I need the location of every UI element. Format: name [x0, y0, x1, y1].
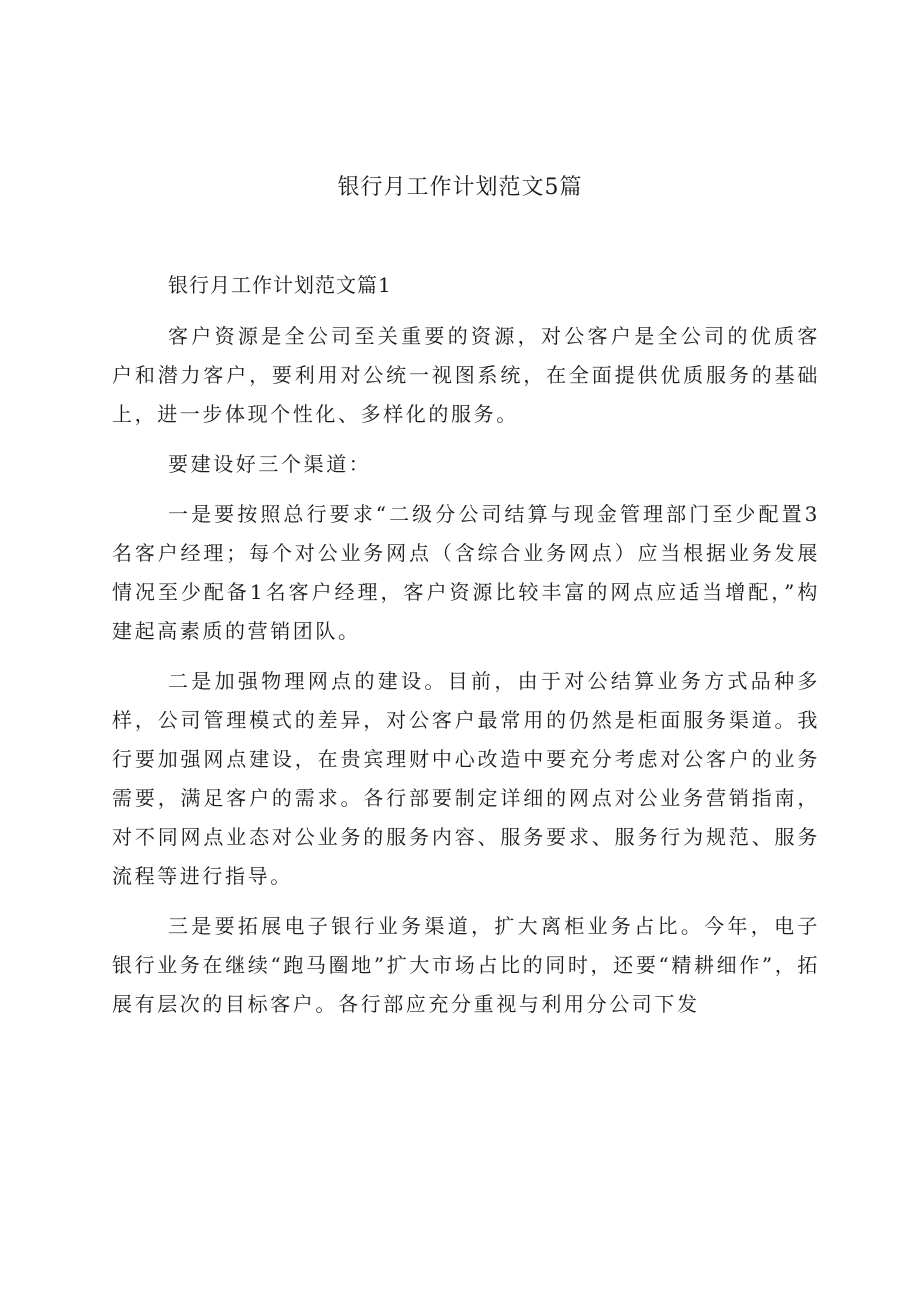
paragraph-channel-one: 一是要按照总行要求“二级分公司结算与现金管理部门至少配置3名客户经理；每个对公业务网点（含综合业务网点）应当根据业务发展情况至少配备1名客户经理，客户资源比较丰富的网点应适当增配，”构建起高素质的营销团队。 — [112, 502, 820, 643]
paragraph-channel-two: 二是加强物理网点的建设。目前，由于对公结算业务方式品种多样，公司管理模式的差异，对公客户最常用的仍然是柜面服务渠道。我行要加强网点建设，在贵宾理财中心改造中要充分考虑对公客户的业务需要，满足客户的需求。各行部要制定详细的网点对公业务营销指南，对不同网点业态对公业务的服务内容、服务要求、服务行为规范、服务流程等进行指导。 — [112, 669, 820, 888]
document-body — [112, 266, 820, 1035]
paragraph-channel-three: 三是要拓展电子银行业务渠道，扩大离柜业务占比。今年，电子银行业务在继续“跑马圈地”扩大市场占比的同时，还要“精耕细作”，拓展有层次的目标客户。各行部应充分重视与利用分公司下发 — [112, 914, 820, 1016]
paragraph-three-channels: 要建设好三个渠道： — [168, 452, 372, 476]
document-title: 银行月工作计划范文5篇 — [337, 175, 583, 200]
section-heading: 银行月工作计划范文篇1 — [168, 273, 392, 297]
paragraph-customer-resources: 客户资源是全公司至关重要的资源，对公客户是全公司的优质客户和潜力客户，要利用对公统一视图系统，在全面提供优质服务的基础上，进一步体现个性化、多样化的服务。 — [112, 324, 820, 426]
